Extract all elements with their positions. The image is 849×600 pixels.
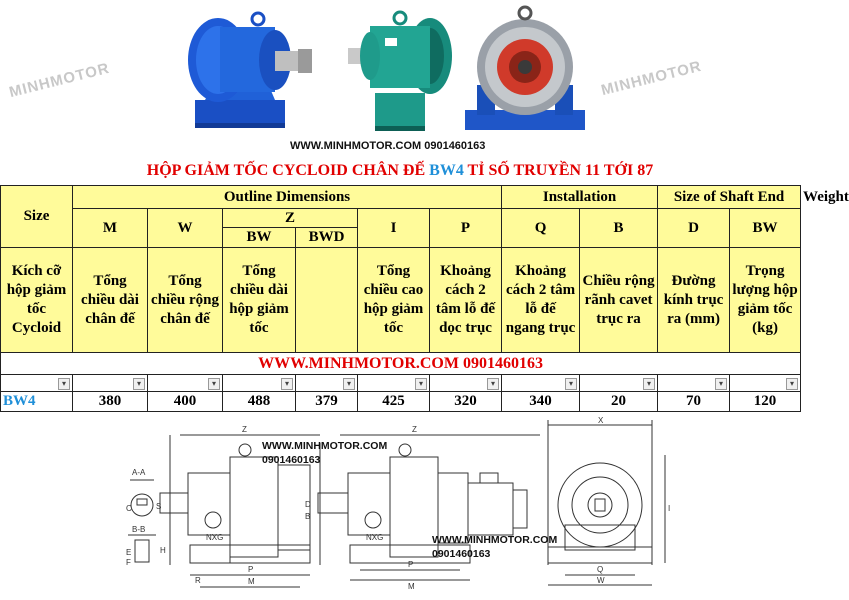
page-title xyxy=(0,157,800,184)
desc-w: Tổng chiều rộng chân đế xyxy=(148,248,223,353)
size-header: Size xyxy=(1,186,73,248)
label-section-aa: A-A xyxy=(132,468,146,477)
watermark-text: MINHMOTOR xyxy=(7,59,112,102)
label-nxg: NXG xyxy=(366,533,384,542)
filter-cell[interactable] xyxy=(730,375,801,392)
filter-cell[interactable] xyxy=(430,375,502,392)
desc-b: Chiều rộng rãnh cavet trục ra xyxy=(580,248,658,353)
row-value-q: 340 xyxy=(502,392,580,412)
label-h: H xyxy=(160,546,166,555)
col-header-q: Q xyxy=(502,209,580,248)
row-value-z-bw: 488 xyxy=(223,392,296,412)
filter-dropdown-icon[interactable]: ▾ xyxy=(343,378,355,390)
drawing-site-line2: 0901460163 xyxy=(432,548,491,560)
label-b: B xyxy=(305,512,311,521)
col-header-z: Z xyxy=(223,209,358,228)
filter-cell[interactable] xyxy=(1,375,73,392)
installation-header: Installation xyxy=(502,186,658,209)
desc-d: Đường kính trục ra (mm) xyxy=(658,248,730,353)
label-q: Q xyxy=(597,565,604,574)
table-row xyxy=(1,392,801,412)
filter-dropdown-icon[interactable]: ▾ xyxy=(786,378,798,390)
filter-cell[interactable] xyxy=(358,375,430,392)
title-suffix: TỈ SỐ TRUYỀN 11 TỚI 87 xyxy=(463,162,654,179)
label-m: M xyxy=(408,582,415,591)
desc-q: Khoảng cách 2 tâm lỗ đế ngang trục xyxy=(502,248,580,353)
desc-bw: Trọng lượng hộp giảm tốc (kg) xyxy=(730,248,801,353)
filter-cell[interactable] xyxy=(223,375,296,392)
label-f: F xyxy=(126,558,131,567)
desc-p: Khoảng cách 2 tâm lỗ đế dọc trục xyxy=(430,248,502,353)
product-photo-strip xyxy=(0,0,800,155)
col-header-i: I xyxy=(358,209,430,248)
desc-z: Tổng chiều dài hộp giảm tốc xyxy=(223,248,296,353)
dimension-drawing-svg xyxy=(0,415,800,600)
row-value-m: 380 xyxy=(73,392,148,412)
label-d: D xyxy=(305,500,311,509)
filter-dropdown-icon[interactable]: ▾ xyxy=(415,378,427,390)
drawing-website-text xyxy=(432,533,557,561)
label-x: X xyxy=(598,416,604,425)
title-prefix: HỘP GIẢM TỐC CYCLOID CHÂN ĐẾ xyxy=(146,162,430,179)
technical-drawing xyxy=(0,415,800,600)
label-p: P xyxy=(408,560,414,569)
filter-dropdown-icon[interactable]: ▾ xyxy=(715,378,727,390)
row-value-i: 425 xyxy=(358,392,430,412)
label-c: C xyxy=(126,504,132,513)
filter-dropdown-icon[interactable]: ▾ xyxy=(208,378,220,390)
label-s: S xyxy=(156,502,162,511)
label-section-bb: B-B xyxy=(132,525,146,534)
desc-size: Kích cỡ hộp giảm tốc Cycloid xyxy=(1,248,73,353)
filter-cell[interactable] xyxy=(580,375,658,392)
filter-dropdown-icon[interactable]: ▾ xyxy=(565,378,577,390)
col-header-bw: BW xyxy=(730,209,801,248)
filter-dropdown-icon[interactable]: ▾ xyxy=(487,378,499,390)
shaft-end-header: Size of Shaft End xyxy=(658,186,801,209)
col-header-m: M xyxy=(73,209,148,248)
row-value-d: 70 xyxy=(658,392,730,412)
row-value-z-bwd: 379 xyxy=(296,392,358,412)
col-header-b: B xyxy=(580,209,658,248)
desc-i: Tổng chiều cao hộp giảm tốc xyxy=(358,248,430,353)
label-r: R xyxy=(195,576,201,585)
row-model: BW4 xyxy=(1,392,73,412)
filter-cell[interactable] xyxy=(502,375,580,392)
filter-cell[interactable] xyxy=(148,375,223,392)
drawing-site-line1: WWW.MINHMOTOR.COM xyxy=(432,534,558,546)
label-p: P xyxy=(248,565,254,574)
col-header-z-bw: BW xyxy=(223,228,296,248)
outline-dimensions-header: Outline Dimensions xyxy=(73,186,502,209)
col-header-w: W xyxy=(148,209,223,248)
filter-dropdown-icon[interactable]: ▾ xyxy=(643,378,655,390)
label-z: Z xyxy=(412,425,417,434)
filter-dropdown-icon[interactable]: ▾ xyxy=(281,378,293,390)
desc-z-empty xyxy=(296,248,358,353)
row-value-b: 20 xyxy=(580,392,658,412)
label-m: M xyxy=(248,577,255,586)
drawing-site-line1: WWW.MINHMOTOR.COM xyxy=(262,440,388,452)
col-header-p: P xyxy=(430,209,502,248)
drawing-site-line2: 0901460163 xyxy=(262,454,321,466)
col-header-z-bwd: BWD xyxy=(296,228,358,248)
row-value-w: 400 xyxy=(148,392,223,412)
filter-dropdown-icon[interactable]: ▾ xyxy=(133,378,145,390)
label-nxg: NXG xyxy=(206,533,224,542)
row-value-weight: 120 xyxy=(730,392,801,412)
label-w: W xyxy=(597,576,605,585)
blue-gearbox-photo xyxy=(180,5,330,135)
website-banner: WWW.MINHMOTOR.COM 0901460163 xyxy=(1,353,801,375)
col-header-d: D xyxy=(658,209,730,248)
filter-dropdown-icon[interactable]: ▾ xyxy=(58,378,70,390)
spec-table: Size Outline Dimensions Installation Size of Shaft End Weight M W Z I P Q B D BW BW BWD Kích cỡ hộp giảm tốc Cycloid Tổng chiều dài chân đế Tổng chiều rộng chân đế Tổng chiều dài hộp giảm tốc Tổng chiều cao hộp giảm tốc Khoảng cách 2 tâm lỗ đế dọc trục Khoảng cách 2 tâm lỗ đế ngang trục Chiều rộng rãnh cavet trục ra Đường kính trục ra (mm) Trọng lượng hộp giảm tốc (kg) WWW.MINHMOTOR.COM 0901460163 ▾ ▾ ▾ ▾ ▾ ▾ ▾ ▾ ▾ ▾ ▾ BW4 380 400 488 379 425 320 340 20 70 120 xyxy=(0,185,801,412)
filter-cell[interactable] xyxy=(658,375,730,392)
front-view-gearbox-photo xyxy=(455,5,595,135)
desc-m: Tổng chiều dài chân đế xyxy=(73,248,148,353)
website-phone-text: WWW.MINHMOTOR.COM 0901460163 xyxy=(290,140,486,152)
drawing-website-text xyxy=(262,439,387,467)
label-i: I xyxy=(668,504,671,513)
title-model: BW4 xyxy=(429,162,464,179)
label-z: Z xyxy=(242,425,247,434)
label-e: E xyxy=(126,548,132,557)
filter-cell[interactable] xyxy=(296,375,358,392)
green-gearbox-motor-photo xyxy=(330,8,455,133)
filter-cell[interactable] xyxy=(73,375,148,392)
watermark-text: MINHMOTOR xyxy=(599,57,704,100)
row-value-p: 320 xyxy=(430,392,502,412)
